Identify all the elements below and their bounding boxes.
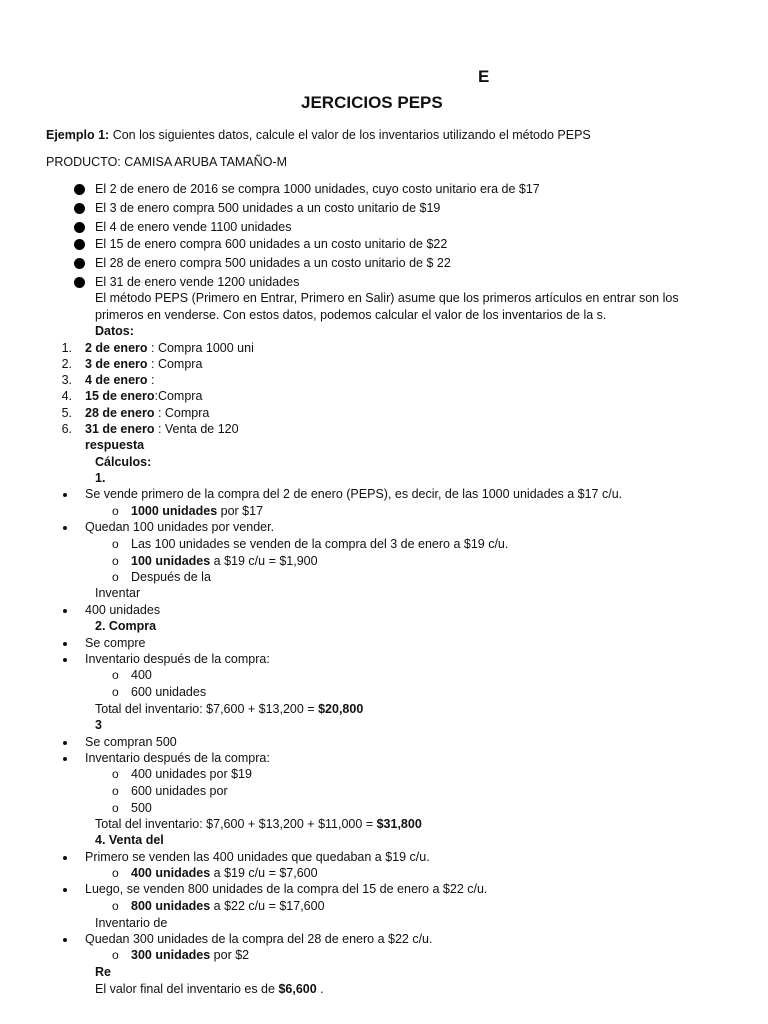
sub-bullet-icon: o [112,570,119,584]
bold-quantity: 1000 unidades [131,504,218,518]
bold-quantity: 300 unidades [131,948,211,962]
sub-bullet-icon: o [112,784,119,798]
list-number: 2. [61,357,72,371]
bullet-dot [63,938,67,942]
calculos-heading: Cálculos: [95,455,152,469]
bold-quantity: 400 unidades [131,866,211,880]
list-item-text: : Compra [154,406,210,420]
sub-bullet-icon: o [112,668,119,682]
sub-bullet-icon: o [112,866,119,880]
product-line: PRODUCTO: CAMISA ARUBA TAMAÑO-M [46,155,288,169]
bullet-dot [74,277,85,288]
re-heading: Re [95,965,111,979]
bullet-dot [74,203,85,214]
sub-bullet-text: a $22 c/u = $17,600 [210,899,325,913]
bullet-dot [63,757,67,761]
sub-bullet-icon: o [112,504,119,518]
bullet-item: Quedan 100 unidades por vender. [85,520,275,534]
sub-bullet-icon: o [112,537,119,551]
bullet-dot [63,609,67,613]
bullet-item: El 15 de enero compra 600 unidades a un costo unitario de $22 [95,237,448,251]
sub-bullet-icon: o [112,948,119,962]
sub-bullet-item [131,865,318,881]
respuesta-heading: respuesta [85,438,145,452]
list-number: 1. [61,341,72,355]
bullet-item: El 31 de enero vende 1200 unidades [95,275,300,289]
step4-heading: 4. Venta del [95,833,164,847]
sub-bullet-item: 400 unidades por $19 [131,767,252,781]
list-item [85,388,202,404]
sub-bullet-item [131,947,249,963]
sub-bullet-item [131,503,263,519]
final-value: $6,600 [278,982,317,996]
list-item [85,356,202,372]
sub-bullet-item: 600 unidades [131,685,207,699]
bullet-item: Se vende primero de la compra del 2 de enero (PEPS), es decir, de las 1000 unidades a $17 c/u. [85,487,623,501]
step1-heading: 1. [95,471,106,485]
total-value: $31,800 [376,817,422,831]
sub-bullet-text: a $19 c/u = $1,900 [210,554,318,568]
list-item-text: : [147,373,155,387]
sub-bullet-icon: o [112,767,119,781]
sub-bullet-icon: o [112,899,119,913]
sub-bullet-icon: o [112,685,119,699]
sub-bullet-item [131,898,325,914]
final-end: . [316,982,324,996]
bullet-dot [74,239,85,250]
bold-quantity: 100 unidades [131,554,211,568]
title-letter: E [478,67,490,86]
bullet-item: Inventario después de la compra: [85,652,270,666]
inventory-label: Inventario de [95,916,168,930]
final-text: El valor final del inventario es de [95,982,279,996]
bullet-dot [63,493,67,497]
bullet-dot [63,856,67,860]
page-title: JERCICIOS PEPS [301,93,443,112]
bullet-dot [74,258,85,269]
list-number: 4. [61,389,72,403]
sub-bullet-icon: o [112,801,119,815]
step2-heading: 2. Compra [95,619,157,633]
sub-bullet-text: por $2 [210,948,250,962]
list-item [85,421,239,437]
list-item-text: : Compra [147,357,203,371]
list-item-date: 31 de enero [85,422,155,436]
list-item-date: 4 de enero [85,373,148,387]
bullet-item: El 2 de enero de 2016 se compra 1000 unidades, cuyo costo unitario era de $17 [95,182,540,196]
list-item-text: :Compra [154,389,203,403]
sub-bullet-icon: o [112,554,119,568]
list-item-date: 15 de enero [85,389,155,403]
sub-bullet-item [131,553,318,569]
bullet-dot [63,888,67,892]
datos-heading: Datos: [95,324,134,338]
inventory-label: Inventar [95,586,141,600]
sub-bullet-item: 600 unidades por [131,784,228,798]
list-item-text: : Venta de 120 [154,422,239,436]
paragraph-line: primeros en venderse. Con estos datos, podemos calcular el valor de los inventarios de la s. [95,308,607,322]
example-text: Con los siguientes datos, calcule el valor de los inventarios utilizando el método PEPS [109,128,591,142]
list-number: 5. [61,406,72,420]
sub-bullet-text: por $17 [217,504,264,518]
final-line [95,981,324,997]
total-text: Total del inventario: $7,600 + $13,200 = [95,702,319,716]
bullet-item: Se compran 500 [85,735,177,749]
bullet-dot [74,222,85,233]
list-item-date: 2 de enero [85,341,148,355]
bold-quantity: 800 unidades [131,899,211,913]
total-line [95,816,422,832]
bullet-dot [63,642,67,646]
bullet-item: 400 unidades [85,603,161,617]
bullet-item: El 28 de enero compra 500 unidades a un costo unitario de $ 22 [95,256,451,270]
example-line [46,127,591,143]
bullet-item: Quedan 300 unidades de la compra del 28 de enero a $22 c/u. [85,932,433,946]
sub-bullet-item: 500 [131,801,152,815]
list-item-text: : Compra 1000 uni [147,341,254,355]
bullet-dot [63,526,67,530]
bullet-dot [74,184,85,195]
list-item [85,405,209,421]
sub-bullet-item: 400 [131,668,152,682]
bullet-item: El 3 de enero compra 500 unidades a un costo unitario de $19 [95,201,441,215]
step3-heading: 3 [95,718,102,732]
sub-bullet-item: Las 100 unidades se venden de la compra del 3 de enero a $19 c/u. [131,537,509,551]
list-item [85,372,154,388]
list-item-date: 28 de enero [85,406,155,420]
bullet-item: El 4 de enero vende 1100 unidades [95,220,292,234]
total-line [95,701,363,717]
bullet-dot [63,741,67,745]
bullet-item: Inventario después de la compra: [85,751,270,765]
paragraph-line: El método PEPS (Primero en Entrar, Primero en Salir) asume que los primeros artículos en entrar son los [95,291,679,305]
list-item [85,340,254,356]
bullet-item: Se compre [85,636,146,650]
sub-bullet-text: a $19 c/u = $7,600 [210,866,318,880]
list-item-date: 3 de enero [85,357,148,371]
bullet-item: Luego, se venden 800 unidades de la compra del 15 de enero a $22 c/u. [85,882,488,896]
list-number: 6. [61,422,72,436]
total-value: $20,800 [318,702,364,716]
bullet-dot [63,658,67,662]
example-label: Ejemplo 1: [46,128,110,142]
total-text: Total del inventario: $7,600 + $13,200 + $11,000 = [95,817,377,831]
sub-bullet-item: Después de la [131,570,211,584]
bullet-item: Primero se venden las 400 unidades que quedaban a $19 c/u. [85,850,430,864]
list-number: 3. [61,373,72,387]
